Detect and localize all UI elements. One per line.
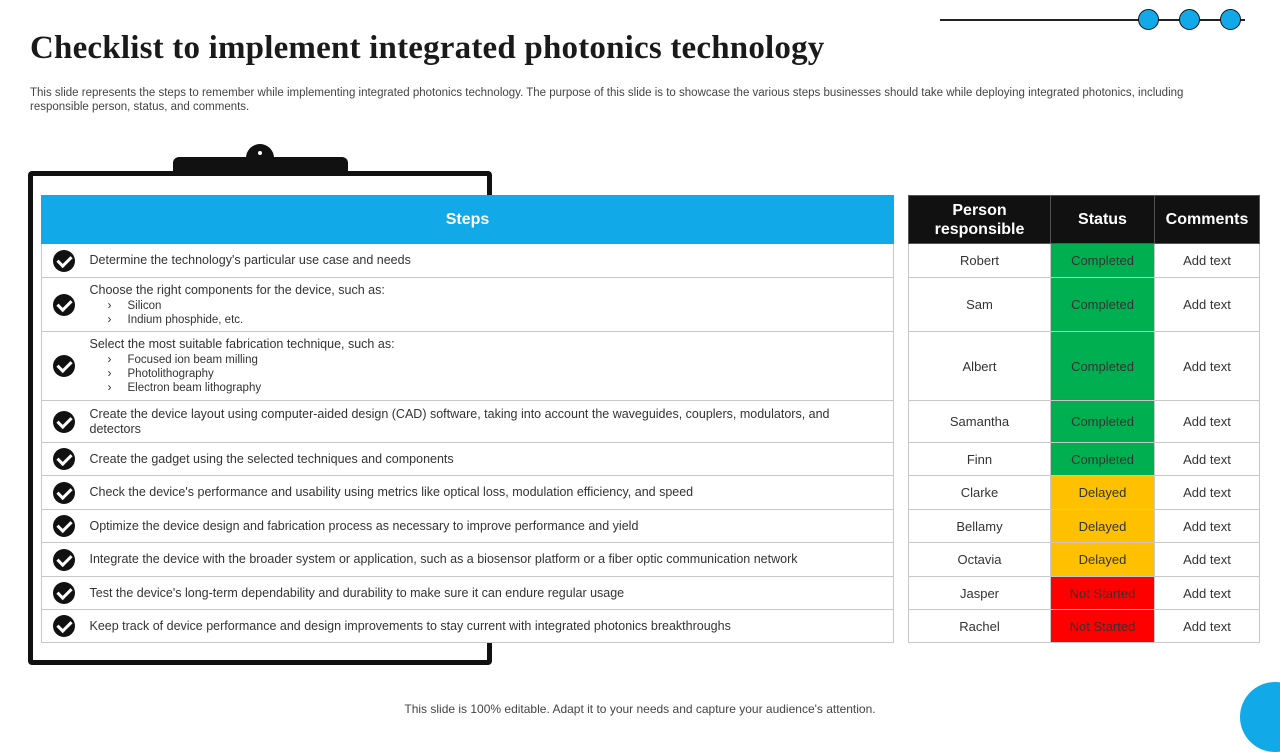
status-badge: Completed xyxy=(1051,401,1155,443)
tracking-row xyxy=(909,610,1260,643)
person-cell: Clarke xyxy=(909,476,1051,510)
comment-cell: Add text xyxy=(1155,244,1260,278)
tracking-row xyxy=(909,401,1260,443)
checkmark-icon xyxy=(53,411,75,433)
steps-table xyxy=(41,195,894,643)
connector-dot xyxy=(1179,9,1200,30)
step-text: Choose the right components for the device, such as: xyxy=(89,282,385,297)
step-row xyxy=(42,510,894,543)
checkmark-icon xyxy=(53,615,75,637)
step-row xyxy=(42,543,894,577)
tracking-row xyxy=(909,443,1260,476)
status-header: Status xyxy=(1051,196,1155,244)
tracking-row xyxy=(909,332,1260,401)
person-cell: Finn xyxy=(909,443,1051,476)
checkmark-icon xyxy=(53,549,75,571)
connector-dot xyxy=(1220,9,1241,30)
check-cell xyxy=(42,610,86,643)
step-subitem: › Electron beam lithography xyxy=(106,381,880,395)
step-text: Keep track of device performance and design improvements to stay current with integrated photonics breakthroughs xyxy=(89,618,731,633)
person-cell: Samantha xyxy=(909,401,1051,443)
step-text: Select the most suitable fabrication technique, such as: xyxy=(89,337,395,351)
person-cell: Rachel xyxy=(909,610,1051,643)
status-badge: Delayed xyxy=(1051,476,1155,510)
comment-cell: Add text xyxy=(1155,401,1260,443)
step-text: Create the device layout using computer-aided design (CAD) software, taking into account the waveguides, couplers, modulators, and detectors xyxy=(89,406,830,436)
step-row xyxy=(42,244,894,278)
step-cell xyxy=(86,401,894,443)
check-cell xyxy=(42,476,86,510)
step-cell xyxy=(86,510,894,543)
checkmark-icon xyxy=(53,355,75,377)
person-cell: Robert xyxy=(909,244,1051,278)
comment-cell: Add text xyxy=(1155,577,1260,610)
tracking-table xyxy=(908,195,1260,643)
slide-description: This slide represents the steps to remember while implementing integrated photonics technology. The purpose of this slide is to showcase the various steps businesses should take while deploying integrated photonics, including responsible person, status, and comments. xyxy=(30,87,1184,113)
comment-cell: Add text xyxy=(1155,510,1260,543)
tracking-row xyxy=(909,543,1260,577)
comment-cell: Add text xyxy=(1155,332,1260,401)
step-row xyxy=(42,577,894,610)
comment-cell: Add text xyxy=(1155,476,1260,510)
tracking-row xyxy=(909,577,1260,610)
step-row xyxy=(42,476,894,510)
step-row xyxy=(42,278,894,332)
check-cell xyxy=(42,443,86,476)
checkmark-icon xyxy=(53,250,75,272)
person-cell: Sam xyxy=(909,278,1051,332)
step-subitem: › Focused ion beam milling xyxy=(106,353,880,367)
person-cell: Jasper xyxy=(909,577,1051,610)
step-row xyxy=(42,443,894,476)
tracking-row xyxy=(909,244,1260,278)
status-badge: Completed xyxy=(1051,332,1155,401)
step-row xyxy=(42,401,894,443)
footer-note: This slide is 100% editable. Adapt it to your needs and capture your audience's attention. xyxy=(404,702,876,716)
connector-dot xyxy=(1138,9,1159,30)
step-cell xyxy=(86,610,894,643)
comment-cell: Add text xyxy=(1155,278,1260,332)
step-subitem: › Indium phosphide, etc. xyxy=(106,313,880,327)
check-cell xyxy=(42,543,86,577)
step-cell xyxy=(86,244,894,278)
checkmark-icon xyxy=(53,448,75,470)
check-cell xyxy=(42,332,86,401)
step-text: Create the gadget using the selected techniques and components xyxy=(89,451,454,466)
comments-header: Comments xyxy=(1155,196,1260,244)
step-row xyxy=(42,332,894,401)
status-badge: Delayed xyxy=(1051,510,1155,543)
step-cell xyxy=(86,278,894,332)
person-cell: Albert xyxy=(909,332,1051,401)
step-text: Optimize the device design and fabrication process as necessary to improve performance and yield xyxy=(89,518,639,533)
check-cell xyxy=(42,510,86,543)
status-badge: Completed xyxy=(1051,278,1155,332)
step-text: Integrate the device with the broader system or application, such as a biosensor platform or a fiber optic communication network xyxy=(89,552,798,566)
tracking-row xyxy=(909,476,1260,510)
status-badge: Not Started xyxy=(1051,577,1155,610)
step-text: Determine the technology's particular use case and needs xyxy=(89,253,411,267)
tracking-row xyxy=(909,510,1260,543)
checkmark-icon xyxy=(53,294,75,316)
step-subitems xyxy=(106,299,880,327)
checkmark-icon xyxy=(53,482,75,504)
person-header: Person responsible xyxy=(909,196,1051,244)
step-text: Test the device's long-term dependability and durability to make sure it can endure regular usage xyxy=(89,585,625,600)
status-badge: Completed xyxy=(1051,443,1155,476)
step-subitem: › Photolithography xyxy=(106,367,880,381)
step-row xyxy=(42,610,894,643)
step-cell xyxy=(86,543,894,577)
comment-cell: Add text xyxy=(1155,610,1260,643)
steps-header: Steps xyxy=(42,196,894,244)
comment-cell: Add text xyxy=(1155,543,1260,577)
step-subitem: › Silicon xyxy=(106,299,880,313)
status-badge: Not Started xyxy=(1051,610,1155,643)
comment-cell: Add text xyxy=(1155,443,1260,476)
status-badge: Completed xyxy=(1051,244,1155,278)
step-cell xyxy=(86,443,894,476)
step-cell xyxy=(86,332,894,401)
checkmark-icon xyxy=(53,515,75,537)
corner-decoration xyxy=(1240,682,1280,752)
check-cell xyxy=(42,244,86,278)
checkmark-icon xyxy=(53,582,75,604)
person-cell: Octavia xyxy=(909,543,1051,577)
check-cell xyxy=(42,401,86,443)
step-text: Check the device's performance and usability using metrics like optical loss, modulation efficiency, and speed xyxy=(89,485,694,499)
status-badge: Delayed xyxy=(1051,543,1155,577)
step-cell xyxy=(86,577,894,610)
tracking-row xyxy=(909,278,1260,332)
check-cell xyxy=(42,278,86,332)
step-cell xyxy=(86,476,894,510)
slide-title: Checklist to implement integrated photonics technology xyxy=(30,30,825,66)
check-cell xyxy=(42,577,86,610)
person-cell: Bellamy xyxy=(909,510,1051,543)
step-subitems xyxy=(106,353,880,395)
